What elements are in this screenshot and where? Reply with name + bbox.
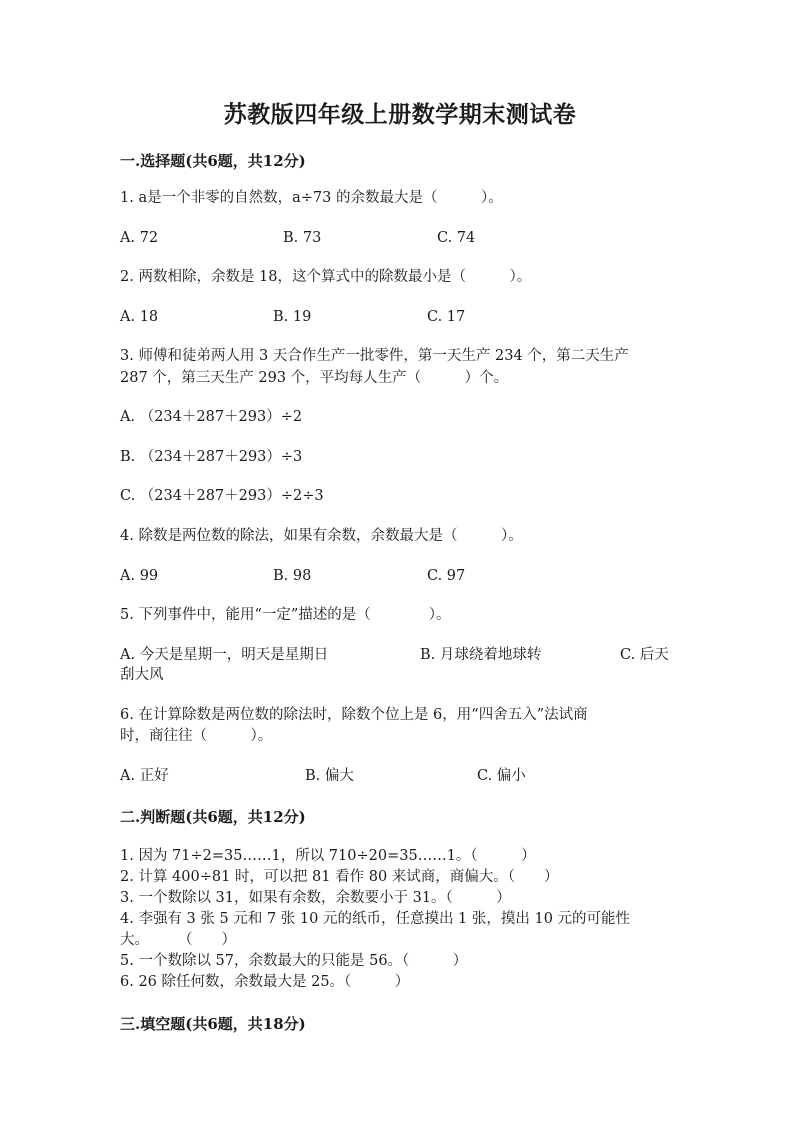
question-1-stem: 1. a是一个非零的自然数，a÷73 的余数最大是（ ）。 bbox=[120, 190, 503, 206]
judgement-item-1: 1. 因为 71÷2=35……1，所以 710÷20=35……1。（ ） bbox=[120, 848, 536, 864]
judgement-item-3: 3. 一个数除以 31，如果有余数，余数要小于 31。（ ） bbox=[120, 890, 511, 906]
judgement-item-4-line-2: 大。 （ ） bbox=[120, 932, 236, 948]
section-heading-fill-in: 三.填空题(共6题，共18分) bbox=[120, 1015, 306, 1033]
question-4-option-c: C. 97 bbox=[427, 568, 466, 584]
question-1-option-c: C. 74 bbox=[437, 230, 476, 246]
question-6-stem-line-2: 时，商往往（ ）。 bbox=[120, 728, 273, 744]
page-title: 苏教版四年级上册数学期末测试卷 bbox=[223, 101, 577, 128]
judgement-item-2: 2. 计算 400÷81 时，可以把 81 看作 80 来试商，商偏大。（ ） bbox=[120, 869, 559, 885]
question-6-option-a: A. 正好 bbox=[120, 768, 169, 784]
section-heading-choice: 一.选择题(共6题，共12分) bbox=[120, 152, 306, 170]
question-4-option-a: A. 99 bbox=[120, 568, 159, 584]
question-3-stem-line-2: 287 个，第三天生产 293 个，平均每人生产（ ）个。 bbox=[120, 370, 509, 386]
question-6-stem-line-1: 6. 在计算除数是两位数的除法时，除数个位上是 6，用“四舍五入”法试商 bbox=[120, 707, 588, 723]
question-3-option-b: B. （234＋287＋293）÷3 bbox=[120, 449, 303, 465]
question-3-option-a: A. （234＋287＋293）÷2 bbox=[120, 409, 303, 425]
question-1-option-a: A. 72 bbox=[120, 230, 159, 246]
question-5-stem: 5. 下列事件中，能用“一定”描述的是（ ）。 bbox=[120, 607, 451, 623]
judgement-item-6: 6. 26 除任何数，余数最大是 25。（ ） bbox=[120, 974, 410, 990]
question-2-option-a: A. 18 bbox=[120, 309, 159, 325]
judgement-item-5: 5. 一个数除以 57，余数最大的只能是 56。（ ） bbox=[120, 953, 468, 969]
question-5-option-c: C. 后天 bbox=[620, 647, 669, 663]
question-2-option-b: B. 19 bbox=[273, 309, 312, 325]
question-6-option-c: C. 偏小 bbox=[477, 768, 526, 784]
question-6-option-b: B. 偏大 bbox=[305, 768, 354, 784]
question-5-option-b: B. 月球绕着地球转 bbox=[420, 647, 542, 663]
question-5-option-a: A. 今天是星期一，明天是星期日 bbox=[120, 647, 329, 663]
question-5-option-c-continued: 刮大风 bbox=[120, 667, 164, 683]
question-2-option-c: C. 17 bbox=[427, 309, 466, 325]
question-3-option-c: C. （234＋287＋293）÷2÷3 bbox=[120, 488, 324, 504]
section-heading-true-false: 二.判断题(共6题，共12分) bbox=[120, 808, 306, 826]
question-3-stem-line-1: 3. 师傅和徒弟两人用 3 天合作生产一批零件，第一天生产 234 个，第二天生产 bbox=[120, 348, 629, 364]
question-2-stem: 2. 两数相除，余数是 18，这个算式中的除数最小是（ ）。 bbox=[120, 269, 532, 285]
question-4-option-b: B. 98 bbox=[273, 568, 312, 584]
judgement-item-4-line-1: 4. 李强有 3 张 5 元和 7 张 10 元的纸币，任意摸出 1 张，摸出 10 元的可能性 bbox=[120, 911, 631, 927]
question-1-option-b: B. 73 bbox=[283, 230, 322, 246]
question-4-stem: 4. 除数是两位数的除法，如果有余数，余数最大是（ ）。 bbox=[120, 528, 523, 544]
